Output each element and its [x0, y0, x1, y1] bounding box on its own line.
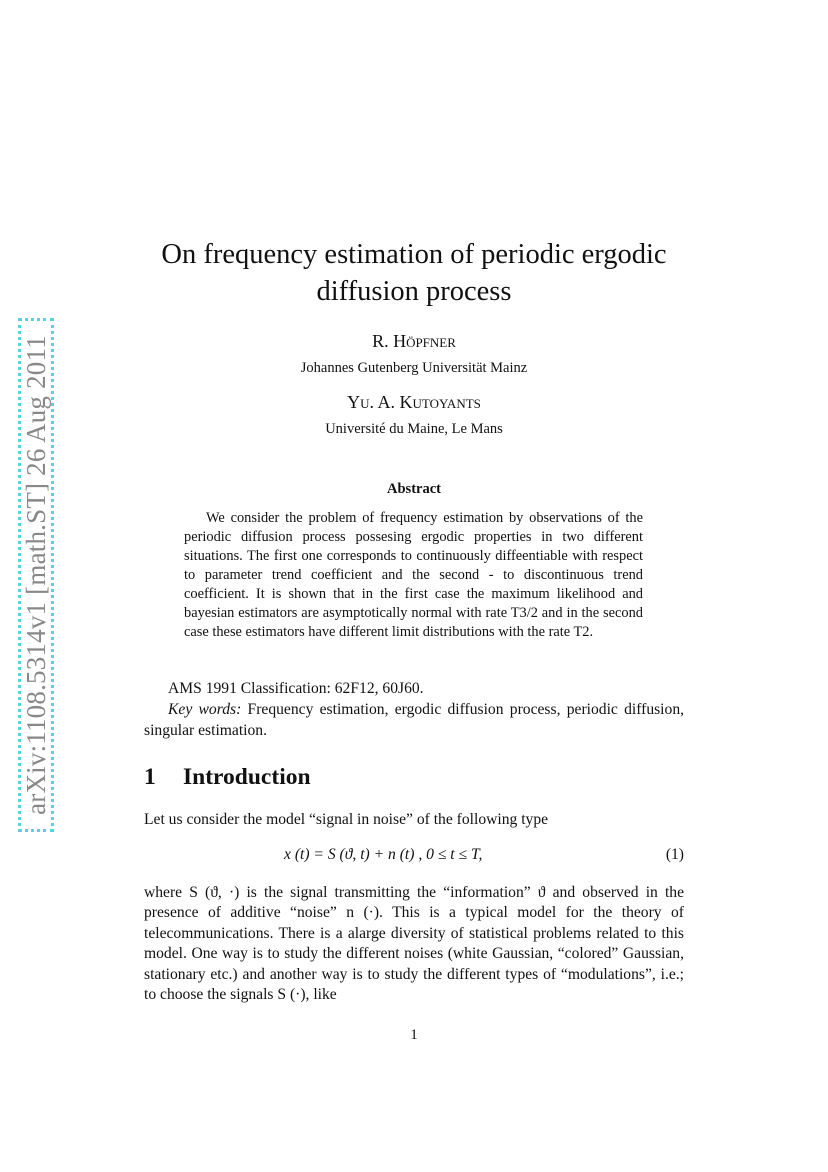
author-1: R. Höpfner	[372, 331, 456, 351]
title-line-1: On frequency estimation of periodic ergodic	[161, 239, 667, 270]
section-heading-introduction	[144, 764, 311, 791]
equation-number: (1)	[665, 846, 684, 863]
author-2: Yu. A. Kutoyants	[347, 392, 481, 412]
equation-1	[144, 846, 684, 868]
paper-title	[100, 236, 728, 310]
intro-lead-sentence: Let us consider the model “signal in noise” of the following type	[144, 811, 549, 828]
abstract-heading: Abstract	[387, 481, 441, 497]
section-title: Introduction	[183, 764, 311, 790]
keywords	[144, 699, 684, 741]
arxiv-identifier[interactable]: arXiv:1108.5314v1 [math.ST] 26 Aug 2011	[21, 335, 51, 815]
ams-classification	[144, 678, 684, 699]
intro-paragraph: where S (ϑ, ·) is the signal transmitting the “information” ϑ and observed in the presence of additive “noise” n (·). This is a typical model for the theory of telecommunications. There is a alarge diversity of statistical problems related to this model. One way is to study the different noises (white Gaussian, “colored” Gaussian, stationary etc.) and another way is to study the different types of “modulations”, i.e.; to choose the signals S (·), like	[144, 884, 684, 1004]
equation-body: x (t) = S (ϑ, t) + n (t) , 0 ≤ t ≤ T,	[284, 846, 483, 863]
page-number: 1	[410, 1027, 418, 1043]
affiliation-1: Johannes Gutenberg Universität Mainz	[300, 360, 528, 376]
abstract-text: We consider the problem of frequency estimation by observations of the periodic diffusion process possesing ergodic properties in two different situations. The first one corresponds to continuously diffeentiable with respect to parameter trend coefficient and the second - to discontinuous trend coefficient. It is shown that in the first case the maximum likelihood and bayesian estimators are asymptotically normal with rate T3/2 and in the second case these estimators have different limit distributions with the rate T2.	[184, 510, 643, 640]
title-line-2: diffusion process	[316, 276, 512, 307]
keywords-text: Frequency estimation, ergodic diffusion process, periodic diffusion, singular estimation.	[144, 701, 685, 739]
ams-classification-text: AMS 1991 Classification: 62F12, 60J60.	[168, 680, 424, 697]
affiliation-2: Université du Maine, Le Mans	[325, 421, 503, 437]
keywords-label: Key words:	[168, 701, 242, 718]
section-number: 1	[144, 764, 156, 790]
